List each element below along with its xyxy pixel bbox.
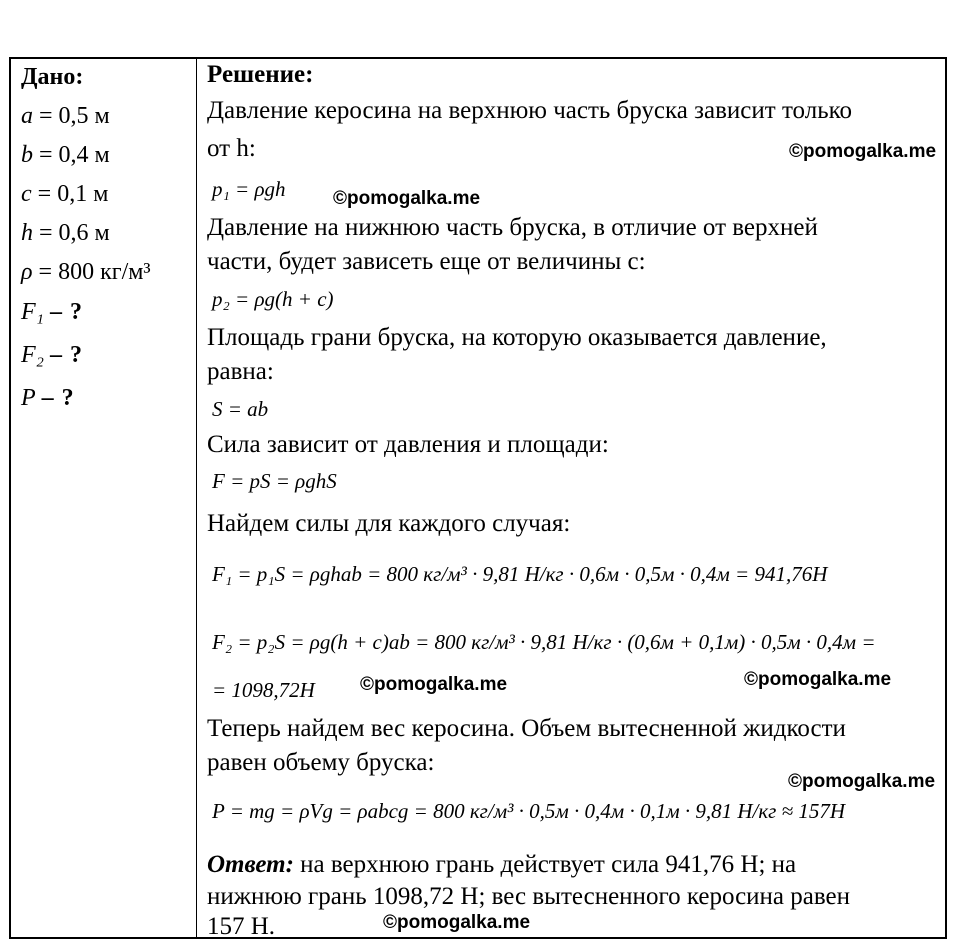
watermark: ©pomogalka.me bbox=[383, 912, 531, 933]
text-line: Теперь найдем вес керосина. Объем вытесненной жидкости bbox=[207, 715, 846, 742]
formula-s: S = ab bbox=[212, 397, 269, 421]
formula-p1: p₁ = ρgh bbox=[212, 177, 286, 201]
solution-column bbox=[207, 59, 937, 940]
given-row-b: b = 0,4 м bbox=[21, 142, 110, 168]
given-heading: Дано: bbox=[21, 64, 84, 90]
given-row-rho: ρ = 800 кг/м³ bbox=[21, 259, 151, 285]
watermark: ©pomogalka.me bbox=[789, 141, 937, 162]
formula-f2: F₂ = p₂S = ρg(h + c)ab = 800 кг/м³ · 9,81 Н/кг · (0,6м + 0,1м) · 0,5м · 0,4м = bbox=[212, 630, 876, 654]
text-line: Давление керосина на верхнюю часть бруска зависит только bbox=[207, 97, 852, 124]
formula-f2-result: = 1098,72Н bbox=[212, 678, 315, 702]
watermark: ©pomogalka.me bbox=[333, 188, 481, 209]
given-column bbox=[21, 59, 191, 421]
formula-p: P = mg = ρVg = ρabcg = 800 кг/м³ · 0,5м · 0,4м · 0,1м · 9,81 Н/кг ≈ 157Н bbox=[212, 799, 846, 823]
text-line: Давление на нижнюю часть бруска, в отличие от верхней bbox=[207, 214, 818, 241]
text-line: Площадь грани бруска, на которую оказывается давление, bbox=[207, 324, 827, 351]
column-divider bbox=[196, 59, 197, 937]
given-row-a: a = 0,5 м bbox=[21, 103, 110, 129]
answer-line: 157 Н. bbox=[207, 913, 276, 940]
unknown-f2: F₂ – ? bbox=[21, 342, 83, 368]
formula-f: F = pS = ρghS bbox=[212, 469, 337, 493]
text-line: части, будет зависеть еще от величины с: bbox=[207, 248, 646, 275]
answer-line: Ответ: на верхнюю грань действует сила 941,76 Н; на bbox=[207, 851, 797, 878]
answer-line: нижнюю грань 1098,72 Н; вес вытесненного керосина равен bbox=[207, 883, 850, 910]
watermark: ©pomogalka.me bbox=[360, 674, 508, 695]
given-row-c: c = 0,1 м bbox=[21, 181, 109, 207]
unknown-p: P – ? bbox=[21, 385, 74, 411]
given-row-h: h = 0,6 м bbox=[21, 220, 110, 246]
answer-label: Ответ: bbox=[207, 851, 294, 878]
solution-heading: Решение: bbox=[207, 61, 314, 88]
watermark: ©pomogalka.me bbox=[788, 771, 936, 792]
unknown-f1: F₁ – ? bbox=[21, 299, 83, 325]
watermark: ©pomogalka.me bbox=[744, 669, 892, 690]
formula-f1: F₁ = p₁S = ρghab = 800 кг/м³ · 9,81 Н/кг · 0,6м · 0,5м · 0,4м = 941,76Н bbox=[212, 562, 828, 586]
text-line: равна: bbox=[207, 358, 274, 385]
formula-p2: p₂ = ρg(h + c) bbox=[212, 287, 334, 311]
text-line: Сила зависит от давления и площади: bbox=[207, 431, 609, 458]
text-line: Найдем силы для каждого случая: bbox=[207, 510, 571, 537]
text-line: от h: bbox=[207, 135, 256, 162]
text-line: равен объему бруска: bbox=[207, 749, 435, 776]
